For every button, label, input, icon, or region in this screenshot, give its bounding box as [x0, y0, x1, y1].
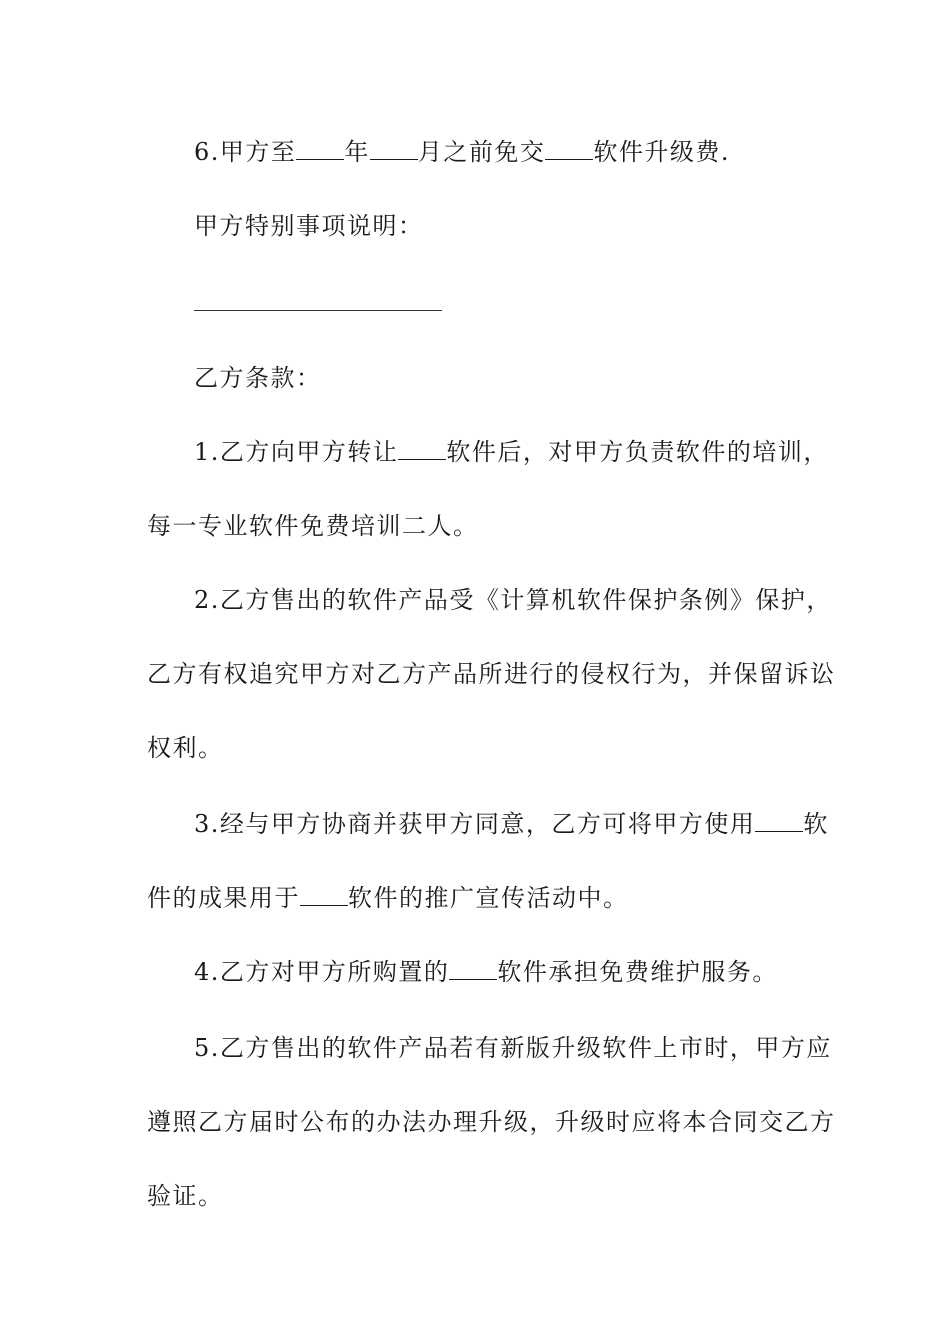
- clause-b1-line-2: 每一专业软件免费培训二人。: [147, 512, 479, 540]
- clause-a6-text-2: 年: [344, 138, 370, 166]
- blank-b3-software-2: [300, 883, 348, 906]
- blank-software: [545, 137, 593, 160]
- clause-b1-line-1: [194, 436, 864, 468]
- clause-b3-text-2: 软: [803, 810, 829, 838]
- blank-b3-software-1: [755, 809, 803, 832]
- clause-a6-text-3: 月之前免交: [417, 138, 546, 166]
- blank-year: [296, 137, 344, 160]
- clause-b5-line-1: 5.乙方售出的软件产品若有新版升级软件上市时，甲方应: [194, 1034, 832, 1062]
- clause-a6: [194, 136, 864, 168]
- clause-b3-text-4: 软件的推广宣传活动中。: [348, 884, 629, 912]
- clause-b2-line-3: 权利。: [147, 734, 224, 762]
- clause-b4-text-1: 4.乙方对甲方所购置的: [194, 958, 450, 986]
- clause-b4: [194, 956, 864, 988]
- blank-month: [370, 137, 418, 160]
- clause-b1-text-1: 1.乙方向甲方转让: [194, 438, 399, 466]
- clause-a6-text-1: 6.甲方至: [194, 138, 297, 166]
- clause-b2-line-2: 乙方有权追究甲方对乙方产品所进行的侵权行为，并保留诉讼: [147, 660, 836, 688]
- special-notes-blank-line: [194, 310, 442, 311]
- clause-b3-line-1: [194, 808, 864, 840]
- clause-b5-line-3: 验证。: [147, 1182, 224, 1210]
- special-notes-heading: 甲方特别事项说明：: [194, 212, 424, 240]
- clause-a6-text-4: 软件升级费.: [593, 138, 731, 166]
- clause-b4-text-2: 软件承担免费维护服务。: [497, 958, 778, 986]
- clause-b2-line-1: 2.乙方售出的软件产品受《计算机软件保护条例》保护，: [194, 586, 832, 614]
- clause-b5-line-2: 遵照乙方届时公布的办法办理升级，升级时应将本合同交乙方: [147, 1108, 836, 1136]
- clause-b3-line-2: [147, 882, 817, 914]
- clause-b3-text-1: 3.经与甲方协商并获甲方同意，乙方可将甲方使用: [194, 810, 756, 838]
- party-b-heading: 乙方条款：: [194, 364, 322, 392]
- blank-b4-software: [449, 957, 497, 980]
- clause-b1-text-2: 软件后，对甲方负责软件的培训，: [446, 438, 829, 466]
- blank-b1-software: [398, 437, 446, 460]
- clause-b3-text-3: 件的成果用于: [147, 884, 300, 912]
